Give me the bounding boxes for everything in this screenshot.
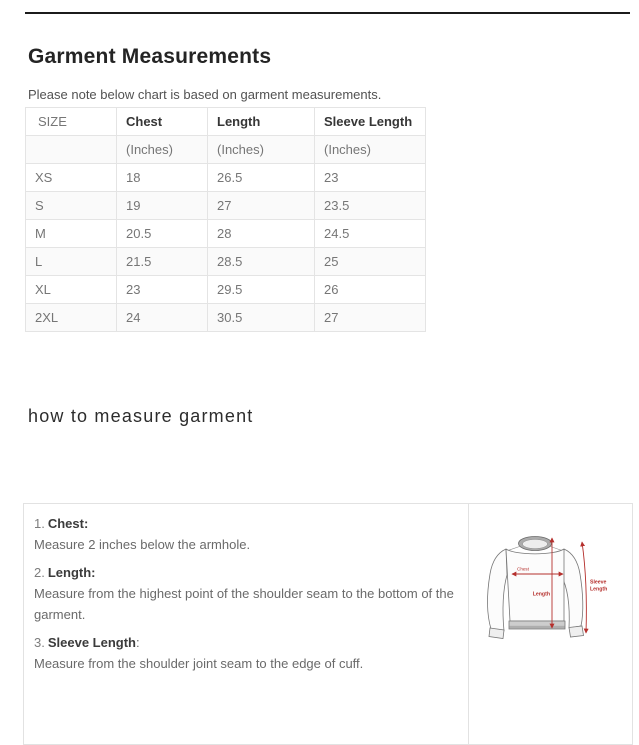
length-cell: 28 bbox=[208, 220, 315, 248]
table-row-xl bbox=[26, 276, 426, 304]
size-cell: XL bbox=[26, 276, 117, 304]
size-cell: XS bbox=[26, 164, 117, 192]
chest-arrow-label: Chest bbox=[517, 566, 530, 572]
instruction-number: 3. bbox=[34, 635, 45, 650]
table-row-xs bbox=[26, 164, 426, 192]
length-arrow-label: Length bbox=[532, 591, 550, 598]
instruction-item-sleeve-length bbox=[34, 632, 464, 674]
size-cell: S bbox=[26, 192, 117, 220]
table-row-2xl bbox=[26, 304, 426, 332]
column-header-chest: Chest bbox=[117, 108, 208, 136]
chest-cell: 19 bbox=[117, 192, 208, 220]
measure-instructions-box bbox=[23, 503, 633, 745]
length-cell: 30.5 bbox=[208, 304, 315, 332]
sleeve-cell: 25 bbox=[315, 248, 426, 276]
sleeve-arrow-label-line2: Length bbox=[590, 586, 608, 593]
length-cell: 29.5 bbox=[208, 276, 315, 304]
sleeve-arrow-label-line1: Sleeve bbox=[590, 579, 607, 586]
units-cell: (Inches) bbox=[315, 136, 426, 164]
instruction-heading bbox=[34, 632, 464, 653]
instruction-label: Sleeve Length bbox=[47, 635, 136, 650]
instruction-label: Chest: bbox=[47, 516, 89, 531]
table-row-s bbox=[26, 192, 426, 220]
instruction-description: Measure 2 inches below the armhole. bbox=[34, 537, 251, 552]
units-cell: (Inches) bbox=[117, 136, 208, 164]
instructions-column bbox=[24, 504, 469, 744]
size-chart-table bbox=[25, 107, 426, 332]
instruction-item-chest bbox=[34, 513, 464, 555]
table-row-m bbox=[26, 220, 426, 248]
left-cuff bbox=[489, 628, 504, 639]
size-chart-header-row bbox=[26, 108, 426, 136]
sleeve-cell: 24.5 bbox=[315, 220, 426, 248]
sleeve-cell: 27 bbox=[315, 304, 426, 332]
right-cuff bbox=[569, 626, 584, 637]
chest-cell: 24 bbox=[117, 304, 208, 332]
instruction-item-length bbox=[34, 562, 464, 625]
chart-note: Please note below chart is based on garment measurements. bbox=[28, 87, 382, 102]
chest-cell: 23 bbox=[117, 276, 208, 304]
top-divider bbox=[25, 12, 630, 14]
units-cell: (Inches) bbox=[208, 136, 315, 164]
left-sleeve bbox=[488, 549, 508, 631]
instruction-number: 2. bbox=[34, 565, 45, 580]
instruction-description: Measure from the highest point of the shoulder seam to the bottom of the garment. bbox=[34, 586, 454, 622]
instruction-number: 1. bbox=[34, 516, 45, 531]
chest-cell: 20.5 bbox=[117, 220, 208, 248]
column-header-size: SIZE bbox=[26, 108, 117, 136]
sweater-outline bbox=[488, 537, 584, 639]
sleeve-cell: 26 bbox=[315, 276, 426, 304]
sleeve-cell: 23.5 bbox=[315, 192, 426, 220]
sleeve-length-arrow bbox=[582, 542, 586, 633]
chest-cell: 21.5 bbox=[117, 248, 208, 276]
chest-cell: 18 bbox=[117, 164, 208, 192]
page-title: Garment Measurements bbox=[28, 45, 272, 68]
instruction-label: Length: bbox=[47, 565, 96, 580]
length-cell: 28.5 bbox=[208, 248, 315, 276]
instruction-heading bbox=[34, 562, 464, 583]
size-cell: L bbox=[26, 248, 117, 276]
hem-band-shadow bbox=[510, 626, 565, 629]
size-cell: 2XL bbox=[26, 304, 117, 332]
instruction-heading bbox=[34, 513, 464, 534]
units-cell bbox=[26, 136, 117, 164]
diagram-column bbox=[469, 504, 632, 744]
garment-diagram bbox=[482, 534, 612, 646]
torso bbox=[506, 549, 564, 621]
column-header-length: Length bbox=[208, 108, 315, 136]
how-to-measure-title: how to measure garment bbox=[28, 406, 254, 426]
instruction-description: Measure from the shoulder joint seam to the edge of cuff. bbox=[34, 656, 364, 671]
table-row-l bbox=[26, 248, 426, 276]
length-cell: 27 bbox=[208, 192, 315, 220]
size-cell: M bbox=[26, 220, 117, 248]
units-row bbox=[26, 136, 426, 164]
sleeve-cell: 23 bbox=[315, 164, 426, 192]
column-header-sleeve-length: Sleeve Length bbox=[315, 108, 426, 136]
instruction-label-suffix: : bbox=[135, 635, 140, 650]
collar-inner bbox=[523, 539, 548, 548]
length-cell: 26.5 bbox=[208, 164, 315, 192]
